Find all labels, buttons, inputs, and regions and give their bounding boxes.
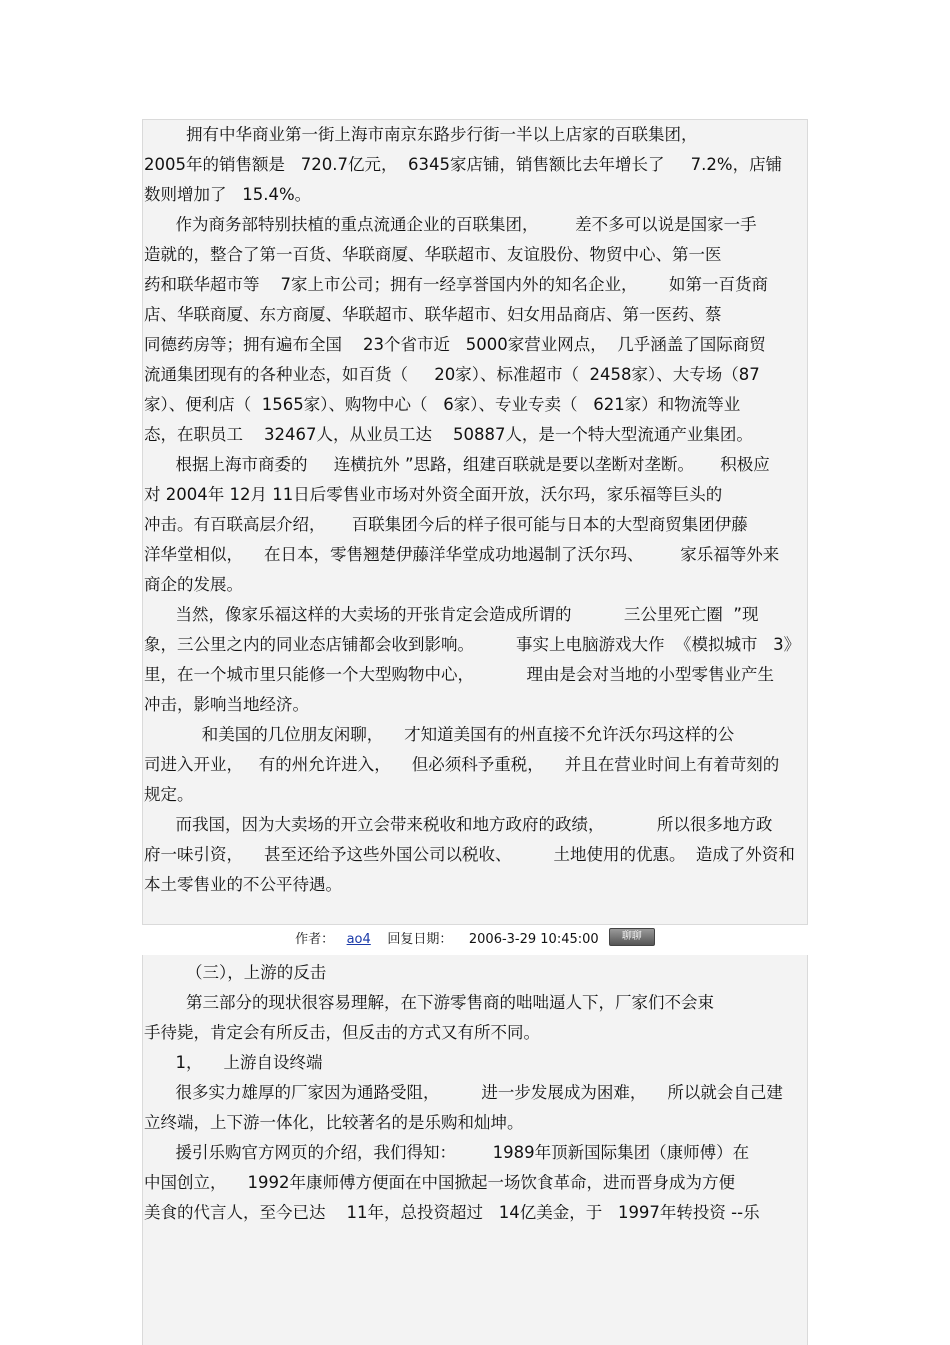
text-line: 店、华联商厦、东方商厦、华联超市、联华超市、妇女用品商店、第一医药、蔡 [144, 305, 722, 324]
reply-meta-row [142, 929, 808, 951]
text-line: 美食的代言人，至今已达 11年，总投资超过 14亿美金，于 1997年转投资 --乐 [144, 1203, 760, 1222]
text-line: 数则增加了 15.4%。 [144, 185, 312, 204]
chat-button[interactable]: 聊聊 [609, 928, 655, 946]
text-line: 象，三公里之内的同业态店铺都会收到影响。 事实上电脑游戏大作 《模拟城市 3》 [144, 635, 801, 654]
text-line: 冲击，影响当地经济。 [144, 695, 309, 714]
text-line: 很多实力雄厚的厂家因为通路受阻， 进一步发展成为困难， 所以就会自己建 [144, 1083, 783, 1102]
author-label: 作者： [295, 932, 335, 947]
text-line: 立终端，上下游一体化，比较著名的是乐购和灿坤。 [144, 1113, 524, 1132]
text-line: 而我国，因为大卖场的开立会带来税收和地方政府的政绩， 所以很多地方政 [144, 815, 773, 834]
text-line: 府一味引资， 甚至还给予这些外国公司以税收、 土地使用的优惠。 造成了外资和 [144, 845, 795, 864]
text-line: 家）、便利店（ 1565家）、购物中心（ 6家）、专业专卖（ 621家）和物流等业 [144, 395, 741, 414]
text-line: 根据上海市商委的 连横抗外 ”思路，组建百联就是要以垄断对垄断。 积极应 [144, 455, 770, 474]
reply-date-label: 回复日期： [387, 932, 453, 947]
text-line: 和美国的几位朋友闲聊， 才知道美国有的州直接不允许沃尔玛这样的公 [144, 725, 735, 744]
text-line: 规定。 [144, 785, 194, 804]
text-line: 援引乐购官方网页的介绍，我们得知： 1989年顶新国际集团（康师傅）在 [144, 1143, 750, 1162]
text-line: 对 2004年 12月 11日后零售业市场对外资全面开放，沃尔玛，家乐福等巨头的 [144, 485, 723, 504]
text-line: 1， 上游自设终端 [144, 1053, 323, 1072]
reply-date-value: 2006-3-29 10:45:00 [468, 932, 599, 947]
text-line: 商企的发展。 [144, 575, 243, 594]
text-line: 冲击。有百联高层介绍， 百联集团今后的样子很可能与日本的大型商贸集团伊藤 [144, 515, 748, 534]
text-line: 拥有中华商业第一街上海市南京东路步行街一半以上店家的百联集团， [144, 125, 698, 144]
text-line: 第三部分的现状很容易理解，在下游零售商的咄咄逼人下，厂家们不会束 [144, 993, 714, 1012]
text-line: 本土零售业的不公平待遇。 [144, 875, 342, 894]
text-line: 洋华堂相似， 在日本，零售翘楚伊藤洋华堂成功地遏制了沃尔玛、 家乐福等外来 [144, 545, 780, 564]
post-body-first [144, 120, 808, 900]
text-line: （三），上游的反击 [144, 963, 327, 982]
text-line: 药和联华超市等 7家上市公司；拥有一经享誉国内外的知名企业， 如第一百货商 [144, 275, 768, 294]
text-line: 司进入开业， 有的州允许进入， 但必须科予重税， 并且在营业时间上有着苛刻的 [144, 755, 780, 774]
text-line: 流通集团现有的各种业态，如百货（ 20家）、标准超市（ 2458家）、大专场（87 [144, 365, 760, 384]
text-line: 中国创立， 1992年康师傅方便面在中国掀起一场饮食革命，进而晋身成为方便 [144, 1173, 735, 1192]
text-line: 态，在职员工 32467人，从业员工达 50887人，是一个特大型流通产业集团。 [144, 425, 753, 444]
text-line: 当然，像家乐福这样的大卖场的开张肯定会造成所谓的 三公里死亡圈 ”现 [144, 605, 759, 624]
text-line: 2005年的销售额是 720.7亿元， 6345家店铺，销售额比去年增长了 7.2%，店铺 [144, 155, 783, 174]
text-line: 造就的，整合了第一百货、华联商厦、华联超市、友谊股份、物贸中心、第一医 [144, 245, 722, 264]
text-line: 同德药房等；拥有遍布全国 23个省市近 5000家营业网点， 几乎涵盖了国际商贸 [144, 335, 766, 354]
text-line: 手待毙，肯定会有所反击，但反击的方式又有所不同。 [144, 1023, 540, 1042]
text-line: 作为商务部特别扶植的重点流通企业的百联集团， 差不多可以说是国家一手 [144, 215, 757, 234]
text-line: 里，在一个城市里只能修一个大型购物中心， 理由是会对当地的小型零售业产生 [144, 665, 774, 684]
post-body-second [144, 958, 808, 1228]
author-link[interactable]: ao4 [346, 932, 371, 947]
